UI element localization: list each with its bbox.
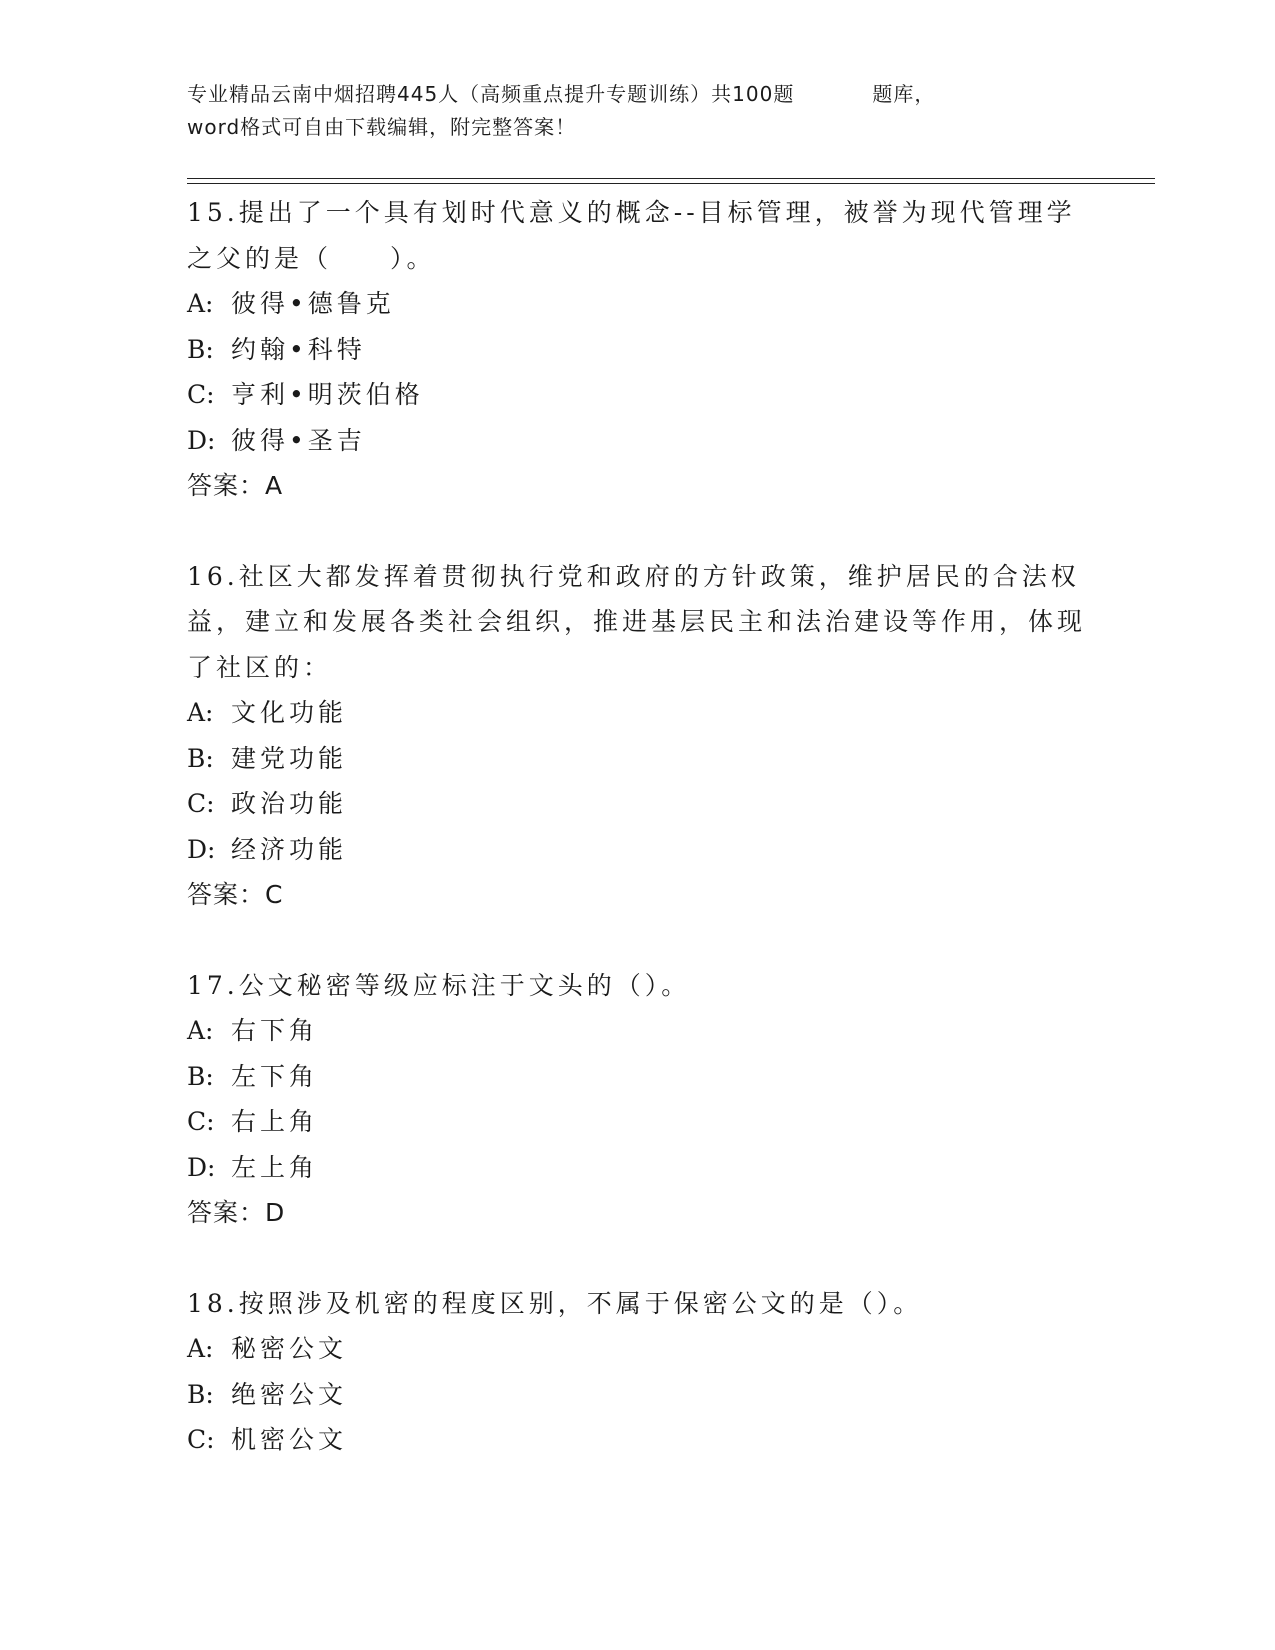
option-key: A: (187, 698, 214, 727)
answer-line: 答案：A (187, 471, 284, 500)
option-text: 左下角 (231, 1061, 319, 1091)
header-line-2: word格式可自由下载编辑，附完整答案！ (187, 115, 577, 139)
option-key: B: (187, 743, 214, 773)
option-b (187, 1054, 1087, 1100)
option-a (187, 1008, 1087, 1054)
header-title-tail: 题库， (872, 82, 936, 106)
option-key: C: (187, 380, 215, 409)
option-b (187, 736, 1087, 782)
option-d (187, 1145, 1087, 1191)
header-divider-bottom (187, 183, 1155, 184)
option-text: 左上角 (231, 1152, 319, 1182)
option-key: A: (187, 1016, 214, 1045)
option-key: A: (187, 1334, 214, 1363)
option-key: D: (187, 1152, 216, 1182)
question-text: 17.公文秘密等级应标注于文头的（）。 (187, 970, 691, 1000)
option-a (187, 1326, 1087, 1372)
option-text: 文化功能 (231, 698, 348, 727)
option-a (187, 281, 1087, 327)
document-header (187, 78, 1057, 144)
question-15 (187, 190, 1087, 509)
option-b (187, 1372, 1087, 1418)
option-c (187, 1417, 1087, 1463)
option-text: 机密公文 (231, 1425, 348, 1454)
option-d (187, 418, 1087, 464)
question-text: 15.提出了一个具有划时代意义的概念--目标管理，被誉为现代管理学之父的是（ ）。 (187, 198, 1076, 273)
option-text: 右下角 (231, 1016, 319, 1045)
option-text: 绝密公文 (231, 1379, 348, 1409)
option-a (187, 690, 1087, 736)
option-key: B: (187, 334, 214, 364)
question-16 (187, 554, 1087, 918)
option-text: 右上角 (231, 1107, 319, 1136)
question-text: 18.按照涉及机密的程度区别，不属于保密公文的是（）。 (187, 1288, 923, 1318)
option-key: A: (187, 289, 214, 318)
option-text: 秘密公文 (231, 1334, 348, 1363)
option-key: C: (187, 1425, 215, 1454)
option-c (187, 372, 1087, 418)
option-text: 约翰•科特 (231, 334, 366, 364)
option-key: D: (187, 425, 216, 455)
option-key: D: (187, 834, 216, 864)
option-b (187, 327, 1087, 373)
option-text: 政治功能 (231, 789, 348, 818)
option-text: 彼得•圣吉 (231, 425, 366, 455)
question-text: 16.社区大都发挥着贯彻执行党和政府的方针政策，维护居民的合法权益，建立和发展各类社会组织，推进基层民主和法治建设等作用，体现了社区的： (187, 561, 1087, 682)
option-d (187, 827, 1087, 873)
header-title: 专业精品云南中烟招聘445人（高频重点提升专题训练）共100题 (187, 82, 795, 106)
option-text: 彼得•德鲁克 (231, 289, 395, 318)
question-18 (187, 1281, 1087, 1463)
header-divider-top (187, 178, 1155, 179)
question-17 (187, 963, 1087, 1236)
answer-line: 答案：C (187, 880, 284, 909)
option-text: 建党功能 (231, 743, 348, 773)
option-key: C: (187, 789, 215, 818)
option-c (187, 1099, 1087, 1145)
option-key: B: (187, 1379, 214, 1409)
option-c (187, 781, 1087, 827)
option-text: 亨利•明茨伯格 (231, 380, 424, 409)
option-key: C: (187, 1107, 215, 1136)
answer-line: 答案：D (187, 1198, 286, 1227)
question-list (187, 190, 1087, 1508)
option-text: 经济功能 (231, 834, 348, 864)
option-key: B: (187, 1061, 214, 1091)
header-line-1 (187, 78, 1057, 111)
